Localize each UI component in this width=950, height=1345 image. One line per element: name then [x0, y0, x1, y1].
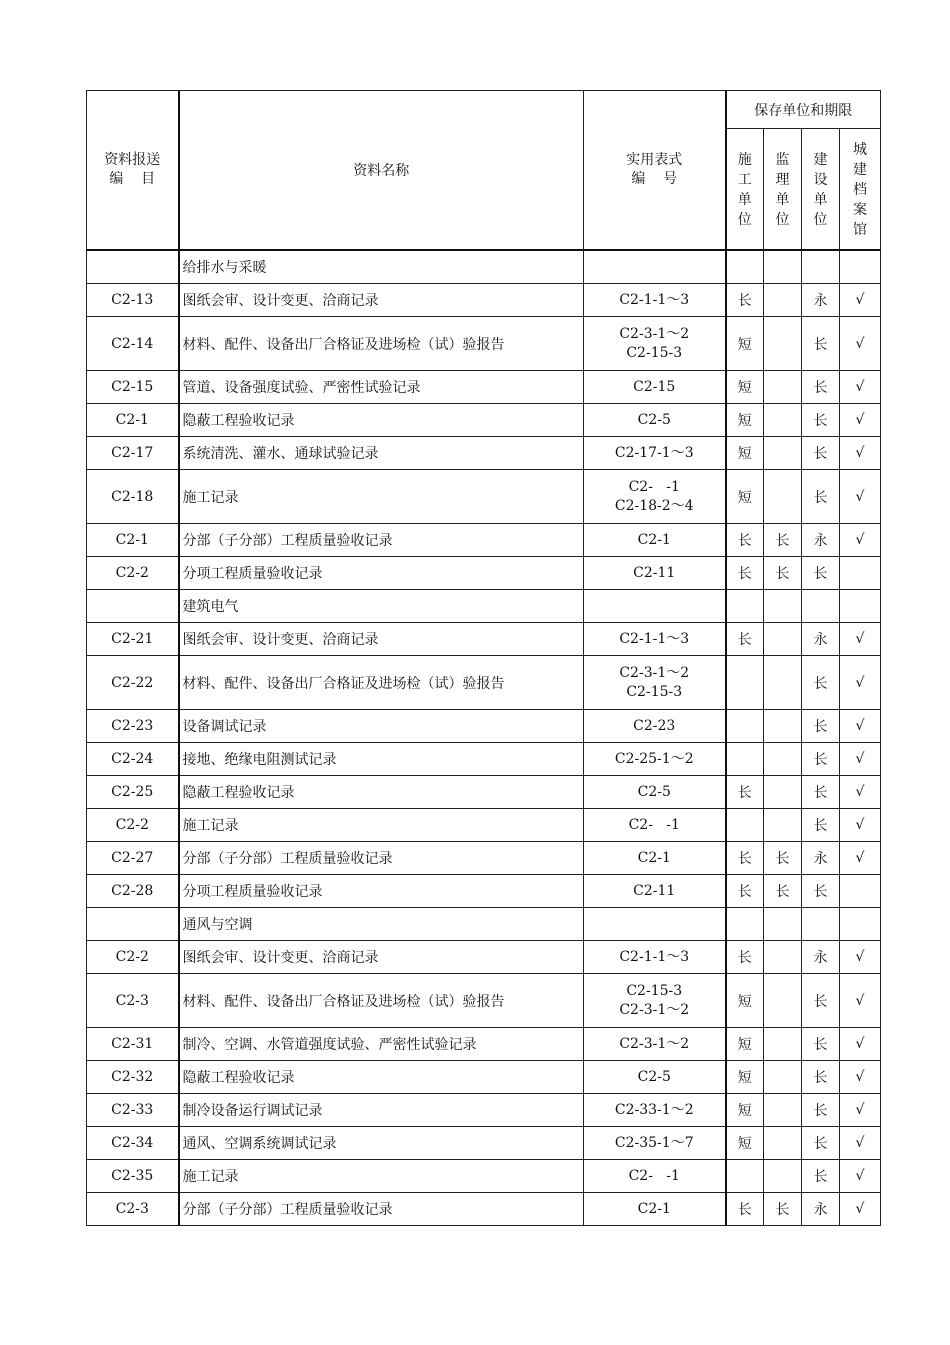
- row-owner-retention: 长: [802, 875, 840, 908]
- row-archive-mark: √: [840, 623, 881, 656]
- row-archive-mark: √: [840, 710, 881, 743]
- row-construction-retention: 短: [726, 1127, 764, 1160]
- row-form-number: C2-1: [584, 1193, 726, 1226]
- table-row: [87, 284, 881, 317]
- row-name: 分项工程质量验收记录: [179, 557, 584, 590]
- row-form-number: C2- -1: [584, 809, 726, 842]
- row-name: 隐蔽工程验收记录: [179, 776, 584, 809]
- row-owner-retention: 长: [802, 974, 840, 1028]
- row-code: C2-1: [87, 404, 179, 437]
- row-form-number: C2-15: [584, 371, 726, 404]
- row-supervision-retention: [764, 1127, 802, 1160]
- row-owner-retention: 永: [802, 524, 840, 557]
- row-archive-mark: √: [840, 1061, 881, 1094]
- row-name: 设备调试记录: [179, 710, 584, 743]
- row-name: 材料、配件、设备出厂合格证及进场检（试）验报告: [179, 974, 584, 1028]
- row-owner-retention: 长: [802, 437, 840, 470]
- row-construction-retention: [726, 908, 764, 941]
- row-archive-mark: √: [840, 470, 881, 524]
- row-code: C2-34: [87, 1127, 179, 1160]
- row-construction-retention: 短: [726, 974, 764, 1028]
- row-owner-retention: 长: [802, 1160, 840, 1193]
- row-name: 施工记录: [179, 809, 584, 842]
- row-construction-retention: [726, 590, 764, 623]
- row-name: 给排水与采暖: [179, 250, 584, 284]
- row-archive-mark: √: [840, 974, 881, 1028]
- row-archive-mark: [840, 557, 881, 590]
- row-code: C2-2: [87, 809, 179, 842]
- row-supervision-retention: [764, 284, 802, 317]
- table-row: [87, 743, 881, 776]
- row-form-number: C2-33-1～2: [584, 1094, 726, 1127]
- row-construction-retention: 长: [726, 557, 764, 590]
- row-supervision-retention: [764, 437, 802, 470]
- row-supervision-retention: [764, 710, 802, 743]
- row-construction-retention: 长: [726, 284, 764, 317]
- row-owner-retention: 长: [802, 656, 840, 710]
- row-construction-retention: 短: [726, 1094, 764, 1127]
- row-supervision-retention: [764, 743, 802, 776]
- row-supervision-retention: [764, 1061, 802, 1094]
- row-owner-retention: [802, 590, 840, 623]
- row-supervision-retention: [764, 317, 802, 371]
- row-supervision-retention: [764, 908, 802, 941]
- row-supervision-retention: [764, 809, 802, 842]
- table-row: [87, 776, 881, 809]
- row-construction-retention: 短: [726, 1061, 764, 1094]
- table-row: [87, 908, 881, 941]
- row-name: 隐蔽工程验收记录: [179, 404, 584, 437]
- row-form-number: C2-1: [584, 842, 726, 875]
- row-name: 分项工程质量验收记录: [179, 875, 584, 908]
- row-supervision-retention: [764, 404, 802, 437]
- row-code: C2-3: [87, 1193, 179, 1226]
- header-code: 资料报送 编 目: [87, 91, 179, 250]
- row-form-number: C2-35-1～7: [584, 1127, 726, 1160]
- row-construction-retention: 短: [726, 371, 764, 404]
- row-code: C2-18: [87, 470, 179, 524]
- table-row: [87, 1127, 881, 1160]
- header-storage: 保存单位和期限: [726, 91, 881, 129]
- row-name: 制冷设备运行调试记录: [179, 1094, 584, 1127]
- table-body: [87, 250, 881, 1226]
- row-construction-retention: 长: [726, 941, 764, 974]
- row-name: 材料、配件、设备出厂合格证及进场检（试）验报告: [179, 317, 584, 371]
- row-construction-retention: [726, 710, 764, 743]
- row-archive-mark: [840, 908, 881, 941]
- row-construction-retention: [726, 743, 764, 776]
- row-name: 管道、设备强度试验、严密性试验记录: [179, 371, 584, 404]
- row-supervision-retention: [764, 656, 802, 710]
- row-form-number: [584, 250, 726, 284]
- row-archive-mark: √: [840, 776, 881, 809]
- header-supervision-unit: 监 理 单 位: [764, 129, 802, 250]
- row-owner-retention: 长: [802, 404, 840, 437]
- row-archive-mark: √: [840, 1094, 881, 1127]
- row-archive-mark: √: [840, 1193, 881, 1226]
- row-archive-mark: √: [840, 656, 881, 710]
- records-table: [86, 90, 881, 1226]
- table-row: [87, 371, 881, 404]
- row-form-number: C2-3-1～2: [584, 1028, 726, 1061]
- table-row: [87, 317, 881, 371]
- row-code: C2-33: [87, 1094, 179, 1127]
- row-archive-mark: √: [840, 1028, 881, 1061]
- table-row: [87, 1160, 881, 1193]
- table-row: [87, 842, 881, 875]
- row-supervision-retention: [764, 371, 802, 404]
- row-form-number: C2-23: [584, 710, 726, 743]
- row-construction-retention: 长: [726, 1193, 764, 1226]
- row-supervision-retention: [764, 1028, 802, 1061]
- table-row: [87, 656, 881, 710]
- row-archive-mark: √: [840, 941, 881, 974]
- row-construction-retention: 短: [726, 404, 764, 437]
- row-supervision-retention: 长: [764, 1193, 802, 1226]
- table-row: [87, 941, 881, 974]
- row-owner-retention: 永: [802, 623, 840, 656]
- row-name: 系统清洗、灌水、通球试验记录: [179, 437, 584, 470]
- row-archive-mark: √: [840, 371, 881, 404]
- row-owner-retention: 长: [802, 809, 840, 842]
- row-name: 制冷、空调、水管道强度试验、严密性试验记录: [179, 1028, 584, 1061]
- row-supervision-retention: [764, 1094, 802, 1127]
- row-code: C2-2: [87, 941, 179, 974]
- row-form-number: C2-15-3 C2-3-1～2: [584, 974, 726, 1028]
- row-supervision-retention: [764, 470, 802, 524]
- row-form-number: [584, 590, 726, 623]
- row-code: C2-31: [87, 1028, 179, 1061]
- row-construction-retention: [726, 656, 764, 710]
- row-form-number: C2-1: [584, 524, 726, 557]
- row-archive-mark: √: [840, 743, 881, 776]
- row-form-number: C2-3-1～2 C2-15-3: [584, 656, 726, 710]
- row-archive-mark: √: [840, 437, 881, 470]
- row-form-number: C2-17-1～3: [584, 437, 726, 470]
- row-form-number: C2- -1 C2-18-2～4: [584, 470, 726, 524]
- row-owner-retention: 永: [802, 284, 840, 317]
- row-owner-retention: [802, 250, 840, 284]
- row-supervision-retention: [764, 941, 802, 974]
- row-form-number: [584, 908, 726, 941]
- table-row: [87, 623, 881, 656]
- row-supervision-retention: [764, 1160, 802, 1193]
- row-archive-mark: [840, 250, 881, 284]
- row-archive-mark: √: [840, 1160, 881, 1193]
- row-code: C2-27: [87, 842, 179, 875]
- row-owner-retention: 长: [802, 776, 840, 809]
- row-construction-retention: [726, 1160, 764, 1193]
- row-owner-retention: 长: [802, 1094, 840, 1127]
- table-row: [87, 557, 881, 590]
- row-code: C2-22: [87, 656, 179, 710]
- row-name: 分部（子分部）工程质量验收记录: [179, 524, 584, 557]
- row-construction-retention: [726, 250, 764, 284]
- row-supervision-retention: 长: [764, 524, 802, 557]
- row-construction-retention: 短: [726, 470, 764, 524]
- row-archive-mark: [840, 590, 881, 623]
- row-name: 建筑电气: [179, 590, 584, 623]
- row-archive-mark: √: [840, 809, 881, 842]
- header-owner-unit: 建 设 单 位: [802, 129, 840, 250]
- row-owner-retention: 长: [802, 1127, 840, 1160]
- header-construction-unit: 施 工 单 位: [726, 129, 764, 250]
- row-archive-mark: √: [840, 404, 881, 437]
- row-name: 接地、绝缘电阻测试记录: [179, 743, 584, 776]
- row-name: 通风与空调: [179, 908, 584, 941]
- row-code: C2-35: [87, 1160, 179, 1193]
- row-supervision-retention: [764, 623, 802, 656]
- row-code: C2-2: [87, 557, 179, 590]
- table-row: [87, 524, 881, 557]
- row-code: C2-32: [87, 1061, 179, 1094]
- row-form-number: C2-5: [584, 1061, 726, 1094]
- table-row: [87, 875, 881, 908]
- header-form: 实用表式 编 号: [584, 91, 726, 250]
- row-owner-retention: 长: [802, 1061, 840, 1094]
- row-code: C2-13: [87, 284, 179, 317]
- row-name: 图纸会审、设计变更、洽商记录: [179, 284, 584, 317]
- table-row: [87, 590, 881, 623]
- row-archive-mark: √: [840, 284, 881, 317]
- row-owner-retention: 长: [802, 743, 840, 776]
- row-name: 通风、空调系统调试记录: [179, 1127, 584, 1160]
- row-name: 隐蔽工程验收记录: [179, 1061, 584, 1094]
- table-row: [87, 809, 881, 842]
- row-archive-mark: [840, 875, 881, 908]
- row-supervision-retention: [764, 776, 802, 809]
- row-form-number: C2-11: [584, 557, 726, 590]
- row-construction-retention: 短: [726, 437, 764, 470]
- row-form-number: C2-25-1～2: [584, 743, 726, 776]
- row-owner-retention: 永: [802, 1193, 840, 1226]
- table-row: [87, 1094, 881, 1127]
- row-archive-mark: √: [840, 317, 881, 371]
- row-code: [87, 590, 179, 623]
- row-name: 施工记录: [179, 1160, 584, 1193]
- row-owner-retention: 长: [802, 710, 840, 743]
- row-supervision-retention: [764, 974, 802, 1028]
- row-code: C2-14: [87, 317, 179, 371]
- row-owner-retention: 长: [802, 470, 840, 524]
- row-owner-retention: 长: [802, 1028, 840, 1061]
- row-construction-retention: 长: [726, 623, 764, 656]
- row-name: 图纸会审、设计变更、洽商记录: [179, 941, 584, 974]
- row-construction-retention: 长: [726, 524, 764, 557]
- table-row: [87, 437, 881, 470]
- row-code: C2-17: [87, 437, 179, 470]
- row-name: 分部（子分部）工程质量验收记录: [179, 842, 584, 875]
- row-name: 分部（子分部）工程质量验收记录: [179, 1193, 584, 1226]
- row-form-number: C2-1-1～3: [584, 284, 726, 317]
- row-construction-retention: 长: [726, 875, 764, 908]
- row-construction-retention: 短: [726, 1028, 764, 1061]
- row-construction-retention: 短: [726, 317, 764, 371]
- row-code: C2-24: [87, 743, 179, 776]
- row-owner-retention: 长: [802, 557, 840, 590]
- row-owner-retention: 长: [802, 371, 840, 404]
- table-row: [87, 1193, 881, 1226]
- row-name: 材料、配件、设备出厂合格证及进场检（试）验报告: [179, 656, 584, 710]
- table-row: [87, 1028, 881, 1061]
- row-form-number: C2-1-1～3: [584, 623, 726, 656]
- row-construction-retention: [726, 809, 764, 842]
- row-code: C2-15: [87, 371, 179, 404]
- row-name: 图纸会审、设计变更、洽商记录: [179, 623, 584, 656]
- row-code: C2-1: [87, 524, 179, 557]
- row-name: 施工记录: [179, 470, 584, 524]
- row-code: C2-28: [87, 875, 179, 908]
- row-supervision-retention: [764, 250, 802, 284]
- row-supervision-retention: 长: [764, 557, 802, 590]
- row-form-number: C2-5: [584, 404, 726, 437]
- row-code: C2-23: [87, 710, 179, 743]
- table-row: [87, 1061, 881, 1094]
- row-construction-retention: 长: [726, 842, 764, 875]
- row-owner-retention: [802, 908, 840, 941]
- row-owner-retention: 永: [802, 941, 840, 974]
- header-name: 资料名称: [179, 91, 584, 250]
- row-owner-retention: 长: [802, 317, 840, 371]
- row-code: C2-3: [87, 974, 179, 1028]
- row-construction-retention: 长: [726, 776, 764, 809]
- table-row: [87, 404, 881, 437]
- table-row: [87, 250, 881, 284]
- row-form-number: C2-3-1～2 C2-15-3: [584, 317, 726, 371]
- row-archive-mark: √: [840, 842, 881, 875]
- row-code: [87, 908, 179, 941]
- row-archive-mark: √: [840, 1127, 881, 1160]
- row-supervision-retention: 长: [764, 842, 802, 875]
- row-form-number: C2-5: [584, 776, 726, 809]
- row-form-number: C2- -1: [584, 1160, 726, 1193]
- table-row: [87, 470, 881, 524]
- row-owner-retention: 永: [802, 842, 840, 875]
- row-code: [87, 250, 179, 284]
- row-archive-mark: √: [840, 524, 881, 557]
- row-code: C2-21: [87, 623, 179, 656]
- table-row: [87, 974, 881, 1028]
- row-form-number: C2-11: [584, 875, 726, 908]
- header-archive: 城 建 档 案 馆: [840, 129, 881, 250]
- row-code: C2-25: [87, 776, 179, 809]
- table-row: [87, 710, 881, 743]
- row-supervision-retention: [764, 590, 802, 623]
- row-supervision-retention: 长: [764, 875, 802, 908]
- row-form-number: C2-1-1～3: [584, 941, 726, 974]
